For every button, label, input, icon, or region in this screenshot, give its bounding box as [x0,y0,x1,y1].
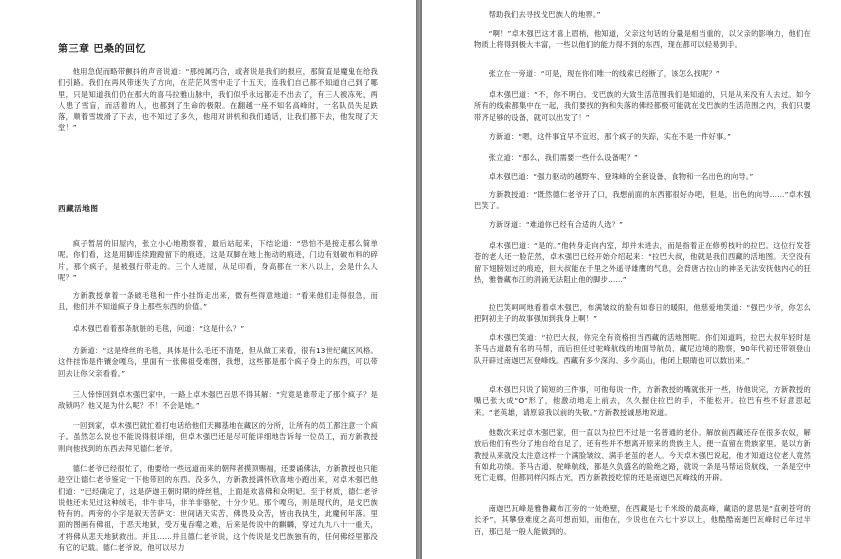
paragraph-text: 卓木强巴道：“不，你不明白。戈巴族的大致生活范围我们是知道的，只是从来没有人去过。如今所有的线索都集中在一起，我们要找的狗和失落的佛经都极可能就在戈巴族的生活范围之内，我们只要带齐足够的设备，就可以出发了！” [474,90,811,122]
paragraph [474,9,811,20]
paragraph-text: 拉巴笑呵呵地看着卓木强巴，布满皱纹的脸有如春日的暖阳，他慈爱地笑道：“强巴少爷，你怎么把阿初主子的故事强加到我身上啊！” [474,303,811,324]
paragraph-text: 张立道：“那么，我们需要一些什么设备呢？” [488,153,638,162]
paragraph [474,68,811,79]
paragraph [58,420,378,454]
paragraph-text: 他用急促而略带颤抖的声音说道：“那纯属巧合，或者说是我们的报应，那简直是魔鬼在给我们引路。我们在再风带迷失了方向，在茫茫风雪中走了十五天，连我们自己都不知道自己到了哪里，只是知道我们仍在那大的喜马拉雅山脉中，我们似乎永远都走不出去了，有三人被冻死，两人患了雪盲，而活着的人，也都到了生命的极限。在翻越一座不知名高峰时，一名队员失足跌落，顺着雪坡滑了下去，也不知过了多久，他用对讲机和我们通话，让我们都下去，他发现了天堂！” [58,67,378,133]
paragraph-text: 方新道：“这是绛丝的毛毯，具体是什么毛还不清楚，但从做工来看，很有13世纪藏区风格。这件挂饰是件镶金嘎乌，里面有一张佛祖受难图，我想，这些都是那个疯子身上的东西，可以带回去让你父亲看看。” [58,346,378,378]
paragraph [474,131,811,142]
paragraph-text: “啊！”卓木强巴这才喜上眉梢，他知道，父亲这句话的分量是相当重的，以父亲的影响力，他们在物质上将得到极大丰富，一些以他们的能力得不到的东西，现在都可以轻易到手。 [474,29,811,50]
paragraph [58,389,378,412]
paragraph-text: 南迦巴瓦峰是雅鲁藏布江旁的一处绝壁，在西藏是七千米级的最高峰，藏语的意思是“直刺苍穹的长矛”，其攀登难度之高可想而知，而他在，少说也在六七十岁以上，他酷酷南迦巴瓦峰时已年过半百，那已是一般人能做到的。 [474,504,811,536]
paragraph [58,323,378,334]
paragraph-text: 卓木强巴道：“强力驱动的越野车、登珠峰的全套设备、食物和一名出色的向导。” [488,172,754,181]
paragraph [58,66,378,134]
paragraph-text: 方新道：“嗯，这件事宜早不宜迟，那个疯子的失踪，实在不是一件好事。” [488,132,732,141]
paragraph [58,238,378,283]
paragraph [474,171,811,182]
paragraph [474,302,811,325]
section-heading: 西藏活地图 [58,204,99,213]
paragraph-text: 方新教授道：“既然德仁老爷开了口，我想前面的东西都很好办吧，但是，出色的向导……”卓木强巴笑了。 [474,190,811,211]
paragraph [474,219,811,230]
paragraph-text: 疯子暂居的旧屋内，张立小心地勘察着，最后站起来，下结论道：“恐怕不是接走那么简单呢。你们看，这是用脚连续蹬蹬留下的痕迹，这是双脚在地上拖动的痕迹，门边有划破布料的碎片，那个疯子，是被强行带走的。三个人进屋，从足印看，身高都在一米八以上，会是什么人呢？” [58,239,378,282]
paragraph [474,152,811,163]
paragraph-text: 卓木强巴笑道：“拉巴大叔，你完全有资格担当西藏的活地图呢。你们知道吗，拉巴大叔年轻时是茶马古道最有名的马帮，而后担任过驼峰航线的地面导航员、藏尼边境的勘察，90年代初还带领登山队开辟过南迦巴瓦登峰线。西藏有多少深沟、多少高山，他闭上眼睛也可以数出来。” [474,333,811,365]
paragraph-text: 三人悻悻回到卓木强巴家中，一路上卓木强巴百思不得其解：“究竟是谁带走了那个疯子？是敌锁吗？他又是为什么呢？不！不会是她。” [58,390,378,411]
paragraph [474,89,811,123]
paragraph [58,463,378,553]
paragraph-text: 卓木强巴只说了简短的三件事，可他每说一件，方新教授的嘴就张开一些，待他说完，方新教授的嘴已张大成“O”形了，他激动地走上前去，久久握住拉巴的手，不能松开。拉巴有些不好意思起来。“老英雄，请原谅我以前的失敬。”方新教授诚恳地说道。 [474,385,811,417]
paragraph [474,28,811,51]
paragraph-text: 卓木强巴道：“是的。”他转身走向内室，却并未进去，而是指着正在修剪枝叶的拉巴。这位行发苍苍的老人还一脸茫然，卓木强巴已经开始介绍起来：“拉巴大叔，他就是我们西藏的活地图。天空没有留下翅膀划过的痕迹，但大叔能在千里之外遥寻雄鹰的气息，会背唐古拉山的神圣无法安抚他内心的狂热，雅鲁藏布江的涓涌无法阻止他的脚步……” [474,241,811,284]
paragraph [58,345,378,379]
paragraph-text: 德仁老爷已经很忙了，他要给一些远道而来的朝拜者摸顶赐福，还要诵佛法，方新教授也只能趁空让德仁老爷鉴定一下他带回的东西。没多久，方新教授满怀欣喜地小跑出来，对卓木强巴他们道：“已经确定了，这是萨迦王朝时期的绛丝毯，上面是欢喜佛和众明妃。至于材质，德仁老爷说他还未见过这种绒毛，非牛非马，非羊非骆驼，十分少见。那个嘎乌，则是现代的，是戈巴族特有的。两旁的小字是叙天苦萨文：世间诸天实苦，佛畏及众苦，皆由我执生，此魔何年落。里面的图画有佛祖，于恶天地狱，受万鬼吞噬之难，后来是传说中的麒麟，穿过九九八十一重天，才将佛从悲天地狱救出。并且……并且德仁老爷说，这个传说是戈巴族独有的，任何佛经里都没有它的记载。德仁老爷说，他可以尽力 [58,464,378,553]
paragraph-text: 方新教授拿着一条破毛毯和一件小挂饰走出来，微有些得意地道：“看来他们走得很急，而且，他们并不知道疯子身上那些东西的价值。” [58,291,378,312]
paragraph-text: 一回到家，卓木强巴就忙着打电话给他们天狮基地在藏区的分所，让所有的员工都注意一个疯子。虽然怎么说也不能说得很详细，但卓木强巴还是尽可能详细地告诉每一位员工，而方新教授则向他找到的东西去拜见德仁老爷。 [58,421,378,453]
paragraph [474,332,811,366]
paragraph-text: 方新讶道：“难道你已经有合适的人选？” [488,220,624,229]
paragraph [474,189,811,212]
paragraph [474,384,811,418]
chapter-title: 第三章 巴桑的回忆 [58,44,146,55]
paragraph [474,503,811,537]
right-page [422,0,841,559]
paragraph-text: 帮助我们去寻找戈巴族人的地界。” [488,10,601,19]
paragraph [474,427,811,483]
left-page [0,0,416,559]
paragraph-text: 他数次来过卓木强巴家，但一直以为拉巴不过是一名普通的老仆。解放前西藏还存在很多农奴，解放后他们有些分了地自给自足了，还有些并不想离开原来的贵族主人，便一直留在贵族家里。是以方新教授从来就没太注意这样一个满脸皱纹、满手老茧的老人。今天卓木强巴说起，他才知道这位老人竟然有如此功绩。茶马古道、驼峰航线，都是久负盛名的险绝之路，就说一条是马帮运货航线，一条是空中死亡走廊，但都同样闪烁古光，西方新教授吃惊的还是南迦巴瓦峰线的开辟。 [474,428,811,483]
paragraph [58,290,378,313]
paragraph [474,240,811,285]
paragraph-text: 张立在一旁道：“可是，现在你们唯一的线索已经断了，该怎么找呢？” [488,69,720,78]
paragraph-text: 卓木强巴看着那条肮脏的毛毯，问道：“这是什么？” [72,324,245,333]
